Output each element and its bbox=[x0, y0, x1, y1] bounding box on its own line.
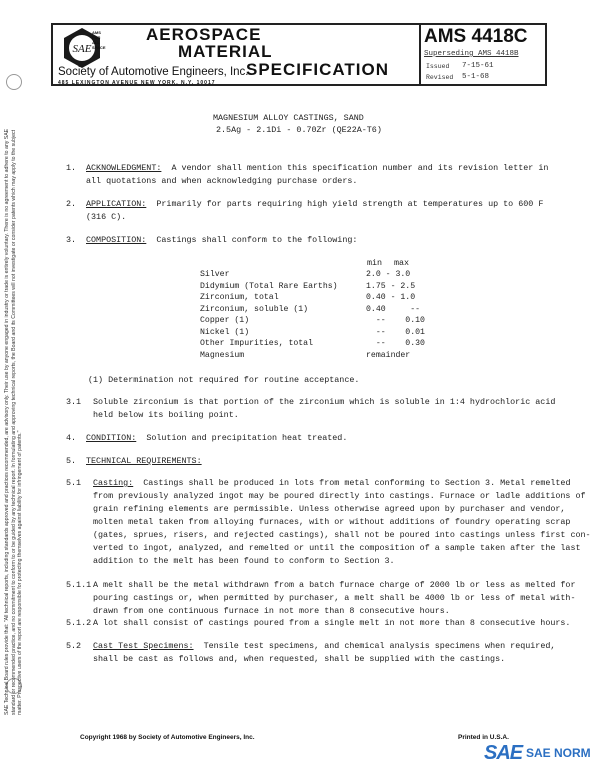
logo-caption: AMS FOR ALL SPACE bbox=[92, 30, 106, 50]
section-3-1-line-1: Soluble zirconium is that portion of the zirconium which is soluble in 1:4 hydrochloric acid bbox=[93, 397, 556, 407]
binder-hole-top bbox=[6, 74, 22, 90]
section-4-heading: CONDITION: Solution and precipitation heat treated. bbox=[86, 433, 348, 443]
subject-line-1: MAGNESIUM ALLOY CASTINGS, SAND bbox=[213, 113, 364, 123]
composition-col-max: max bbox=[394, 258, 410, 268]
revised-date: 5-1-68 bbox=[462, 73, 490, 81]
section-5-1-2-line-1: A lot shall consist of castings poured from a single melt in not more than 8 consecutive hours. bbox=[93, 618, 571, 628]
section-5-heading: TECHNICAL REQUIREMENTS: bbox=[86, 456, 202, 466]
table-row: Nickel (1) -- 0.01 bbox=[200, 327, 425, 337]
section-2-line-2: (316 C). bbox=[86, 212, 127, 222]
svg-text:SAE: SAE bbox=[72, 43, 92, 55]
table-row: Didymium (Total Rare Earths) 1.75 - 2.5 bbox=[200, 281, 416, 291]
section-5-1-line-2: from previously analyzed ingot may be poured directly into castings. Furnace or ladle additions of bbox=[93, 491, 586, 501]
table-row: Copper (1) -- 0.10 bbox=[200, 316, 425, 326]
composition-col-min: min bbox=[367, 258, 383, 268]
superseding-note: Superseding AMS 4418B bbox=[424, 50, 519, 58]
title-specification: SPECIFICATION bbox=[246, 60, 390, 79]
issued-date: 7-15-61 bbox=[462, 62, 494, 70]
section-5-1-1-number: 5.1.1 bbox=[66, 580, 92, 590]
table-row: Silver 2.0 - 3.0 bbox=[200, 270, 411, 280]
section-4-number: 4. bbox=[66, 433, 77, 443]
section-5-2-line-1: Cast Test Specimens: Tensile test specimens, and chemical analysis specimens when required, bbox=[93, 641, 556, 651]
society-name: Society of Automotive Engineers, Inc. bbox=[58, 66, 249, 78]
section-1-number: 1. bbox=[66, 163, 77, 173]
footer-printed: Printed in U.S.A. bbox=[458, 734, 509, 741]
watermark-logo: SAE bbox=[484, 742, 523, 764]
title-material: MATERIAL bbox=[178, 42, 273, 61]
footer-copyright: Copyright 1968 by Society of Automotive Engineers, Inc. bbox=[80, 734, 255, 741]
issued-label: Issued bbox=[426, 63, 450, 70]
section-5-1-1-line-1: A melt shall be the metal withdrawn from a batch furnace charge of 2000 lb or less as melted for bbox=[93, 580, 576, 590]
composition-table bbox=[200, 269, 425, 361]
watermark-text: SAE NORM bbox=[526, 746, 591, 760]
section-3-number: 3. bbox=[66, 235, 77, 245]
table-row: Other Impurities, total -- 0.30 bbox=[200, 339, 425, 349]
section-2-number: 2. bbox=[66, 199, 77, 209]
section-1-heading: ACKNOWLEDGMENT: A vendor shall mention this specification number and its revision letter in bbox=[86, 163, 549, 173]
section-5-1-line-3: grain refining elements are permissible. Unless otherwise agreed upon by purchaser and vendor, bbox=[93, 504, 566, 514]
section-5-1-number: 5.1 bbox=[66, 478, 82, 488]
sidebar-notice: SAE Technical Board rules provide that: "All technical reports, including standards approved and practices recommended, are advisory only. Their use by anyone engaged in industry or trade is entirely voluntary. There is no agreement to adhere to any SAE standard or recommended practice, and no commitment to conform to or be guided by any technical report. In formulating and approving technical reports, the Board and its Committees will not investigate or consider patents which may apply to the subject matter. Prospective users of the report are responsible for protecting themselves against liability for infringement of patents." bbox=[4, 128, 23, 715]
section-1-line-2: all quotations and when acknowledging purchase orders. bbox=[86, 176, 358, 186]
section-3-1-number: 3.1 bbox=[66, 397, 82, 407]
section-5-number: 5. bbox=[66, 456, 77, 466]
title-aerospace: AEROSPACE bbox=[146, 25, 262, 44]
section-5-1-line-6: verted to ingot, analyzed, and remelted or until the composition of a sample taken after the last bbox=[93, 543, 581, 553]
section-5-1-2-number: 5.1.2 bbox=[66, 618, 92, 628]
section-5-1-line-5: (gates, sprues, risers, and rejected castings), shall not be poured into castings unless first con- bbox=[93, 530, 591, 540]
society-address: 485 LEXINGTON AVENUE NEW YORK, N.Y. 10017 bbox=[58, 80, 216, 86]
table-row: Magnesium remainder bbox=[200, 350, 411, 360]
section-3-heading: COMPOSITION: Castings shall conform to the following: bbox=[86, 235, 358, 245]
section-5-2-line-2: shall be cast as follows and, when requested, shall be supplied with the castings. bbox=[93, 654, 506, 664]
header-divider bbox=[419, 25, 421, 84]
composition-footnote: (1) Determination not required for routine acceptance. bbox=[88, 375, 360, 385]
table-row: Zirconium, soluble (1) 0.40 -- bbox=[200, 304, 421, 314]
section-5-1-line-7: addition to the melt has been found to conform to Section 3. bbox=[93, 556, 395, 566]
section-5-1-line-4: molten metal taken from alloying furnaces, with or without additions of foundry operating scrap bbox=[93, 517, 571, 527]
table-row: Zirconium, total 0.40 - 1.0 bbox=[200, 293, 416, 303]
section-5-1-1-line-2: pouring castings or, when permitted by purchaser, a melt shall be 4000 lb or less of metal with- bbox=[93, 593, 576, 603]
section-3-1-line-2: held below its boiling point. bbox=[93, 410, 239, 420]
subject-line-2: 2.5Ag - 2.1Di - 0.70Zr (QE22A-T6) bbox=[216, 125, 382, 135]
section-2-heading: APPLICATION: Primarily for parts requiring high yield strength at temperatures up to 600 F bbox=[86, 199, 544, 209]
section-5-1-line-1: Casting: Castings shall be produced in lots from metal conforming to Section 3. Metal remelted bbox=[93, 478, 571, 488]
section-5-2-number: 5.2 bbox=[66, 641, 82, 651]
spec-number: AMS 4418C bbox=[424, 26, 528, 47]
revised-label: Revised bbox=[426, 74, 454, 81]
section-5-1-1-line-3: drawn from one continuous furnace in not more than 8 consecutive hours. bbox=[93, 606, 450, 616]
